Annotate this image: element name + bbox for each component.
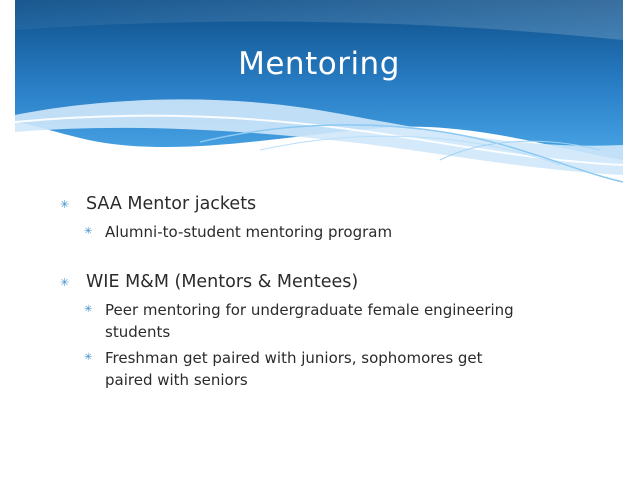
header-banner bbox=[0, 0, 638, 185]
list-item bbox=[60, 270, 600, 295]
slide-title: Mentoring bbox=[238, 46, 400, 82]
list-subitem bbox=[84, 347, 600, 391]
subbullet-line: Peer mentoring for undergraduate female engineering bbox=[105, 301, 514, 319]
subbullet-line: Freshman get paired with juniors, sophomores get bbox=[105, 349, 483, 367]
wave-background bbox=[0, 0, 638, 185]
asterisk-icon: ✳ bbox=[60, 198, 70, 211]
list-subitem bbox=[84, 221, 600, 243]
subbullet-line: paired with seniors bbox=[105, 371, 248, 389]
asterisk-icon: ✳ bbox=[84, 304, 93, 315]
asterisk-icon: ✳ bbox=[84, 226, 93, 237]
subbullet-text: Alumni-to-student mentoring program bbox=[105, 223, 393, 241]
subbullet-line: students bbox=[105, 323, 171, 341]
bullet-text: SAA Mentor jackets bbox=[86, 194, 257, 214]
bullet-text: WIE M&M (Mentors & Mentees) bbox=[86, 272, 359, 292]
asterisk-icon: ✳ bbox=[60, 276, 70, 289]
subbullet-text bbox=[105, 347, 483, 391]
subbullet-text bbox=[105, 299, 514, 343]
list-subitem bbox=[84, 299, 600, 343]
list-item bbox=[60, 192, 600, 217]
asterisk-icon: ✳ bbox=[84, 352, 93, 363]
bullet-list bbox=[60, 192, 600, 391]
